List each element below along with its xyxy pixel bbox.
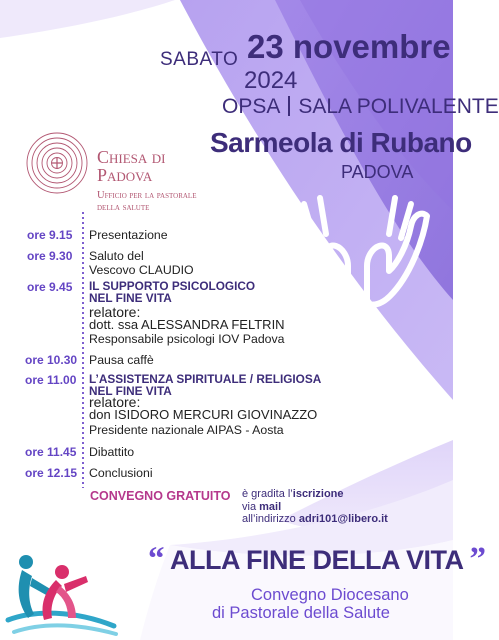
- registration-email[interactable]: adri101@libero.it: [298, 513, 388, 525]
- event-subtitle-line2: di Pastorale della Salute: [212, 604, 390, 622]
- diocese-office-line1: Ufficio per la pastorale: [97, 190, 197, 201]
- diocese-name-line2: Padova: [97, 165, 153, 185]
- talk-1-speaker-prefix: dott. ssa: [89, 317, 139, 332]
- registration-line1-bold: iscrizione: [292, 488, 344, 500]
- free-event-label: CONVEGNO GRATUITO: [90, 489, 231, 503]
- talk-2-title-line2: NEL FINE VITA: [89, 384, 172, 398]
- registration-line1-text: è gradita l’: [242, 488, 293, 500]
- registration-info: [242, 488, 388, 526]
- schedule-item-dibattito: Dibattito: [89, 445, 135, 459]
- talk-2-speaker-role: Presidente nazionale AIPAS - Aosta: [89, 423, 284, 437]
- schedule-item-saluto-line2: Vescovo CLAUDIO: [89, 263, 194, 277]
- schedule-time-3: ore 9.45: [27, 280, 73, 294]
- registration-line1: [242, 488, 388, 501]
- event-subtitle-line1: Convegno Diocesano: [251, 586, 409, 604]
- event-province: PADOVA: [341, 162, 414, 182]
- talk-1-speaker: [89, 318, 285, 332]
- event-title: [148, 541, 486, 578]
- schedule-time-1: ore 9.15: [27, 228, 73, 242]
- diocese-office-line2: della salute: [97, 202, 150, 213]
- schedule-item-conclusioni: Conclusioni: [89, 466, 153, 480]
- event-year: 2024: [244, 67, 298, 94]
- open-hands-icon: [270, 186, 445, 311]
- talk-1-title-line2: NEL FINE VITA: [89, 291, 172, 305]
- title-open-quote: “: [148, 541, 164, 577]
- talk-1-relatore-label: relatore:: [89, 304, 141, 320]
- event-venue: [222, 95, 499, 119]
- venue-room: SALA POLIVALENTE: [298, 95, 499, 118]
- talk-2-relatore-label: relatore:: [89, 394, 141, 410]
- event-date: 23 novembre: [247, 28, 451, 65]
- registration-line2: [242, 501, 388, 514]
- event-town: Sarmeola di Rubano: [210, 127, 472, 158]
- schedule-time-7: ore 12.15: [25, 466, 78, 480]
- venue-divider: [288, 96, 290, 116]
- talk-1-speaker-role: Responsabile psicologi IOV Padova: [89, 332, 285, 346]
- pastoral-care-logo-icon: [4, 548, 122, 638]
- schedule-item-pausa: Pausa caffè: [89, 353, 154, 367]
- event-weekday: SABATO: [160, 49, 239, 70]
- registration-line2-bold: mail: [259, 500, 282, 513]
- schedule-time-4: ore 10.30: [25, 353, 78, 367]
- diocese-office: [97, 190, 196, 214]
- schedule-time-2: ore 9.30: [27, 249, 73, 263]
- talk-2-title-line1: L’ASSISTENZA SPIRITUALE / RELIGIOSA: [89, 372, 322, 386]
- registration-line3-text: all’indirizzo: [242, 513, 299, 525]
- schedule-time-6: ore 11.45: [25, 445, 77, 459]
- schedule-time-5: ore 11.00: [25, 373, 77, 387]
- talk-1-title-line1: IL SUPPORTO PSICOLOGICO: [89, 279, 256, 293]
- registration-line2-text: via: [242, 500, 260, 513]
- diocese-logo-icon: [25, 131, 89, 195]
- registration-line3: [242, 513, 388, 526]
- diocese-logo-name: [97, 148, 166, 184]
- schedule-item-presentazione: Presentazione: [89, 228, 168, 242]
- diocese-name-line1: Chiesa di: [97, 147, 166, 167]
- event-title-text: ALLA FINE DELLA VITA: [170, 545, 463, 575]
- schedule-item-saluto-line1: Saluto del: [89, 249, 144, 263]
- venue-name: OPSA: [222, 95, 281, 118]
- talk-2-speaker: don ISIDORO MERCURI GIOVINAZZO: [89, 407, 318, 422]
- talk-1-speaker-name: ALESSANDRA FELTRIN: [141, 317, 285, 332]
- schedule-timeline-divider: [82, 212, 84, 488]
- title-close-quote: ”: [469, 541, 486, 577]
